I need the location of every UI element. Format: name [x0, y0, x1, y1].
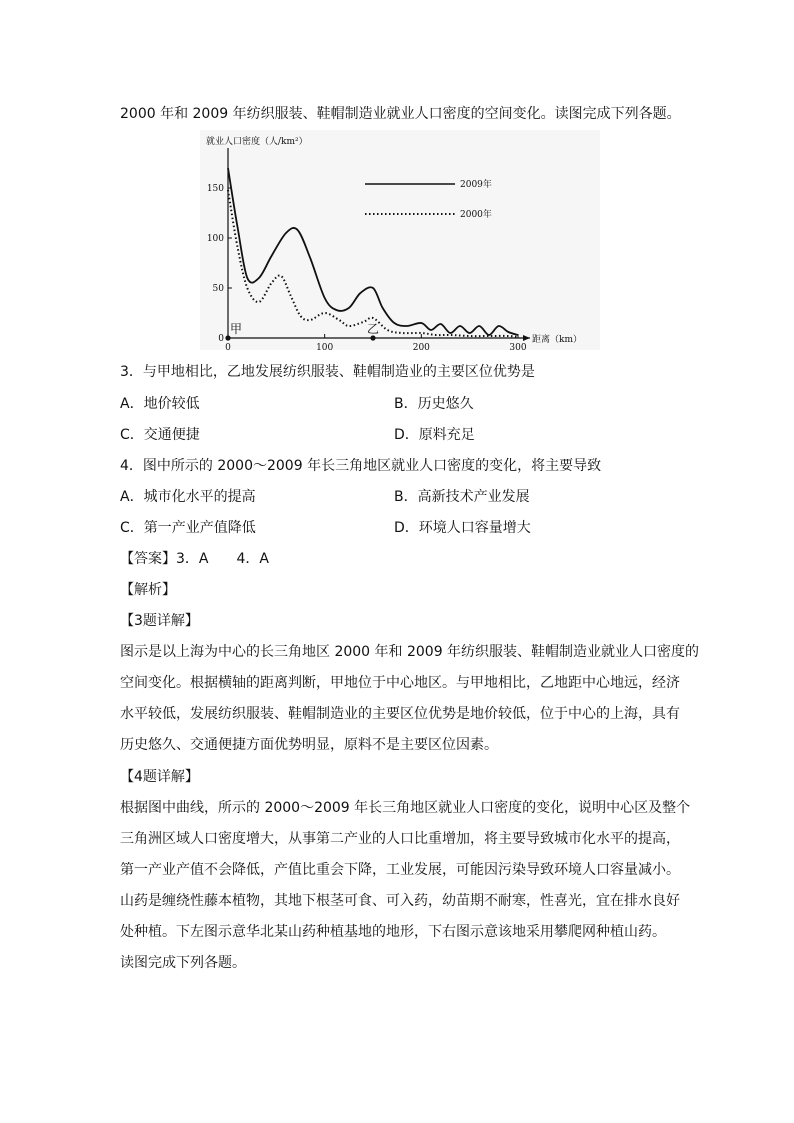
x-tick-label: 0 [225, 343, 231, 350]
q3-detail-line: 水平较低，发展纺织服装、鞋帽制造业的主要区位优势是地价较低，位于中心的上海，具有 [120, 706, 680, 722]
point-marker [370, 335, 375, 340]
y-tick-label: 150 [206, 184, 224, 194]
point-marker [225, 335, 230, 340]
x-axis-arrow [523, 335, 530, 341]
answer-line: 【答案】3．A 4．A [120, 551, 269, 567]
q3-option-a[interactable]: A．地价较低 [120, 396, 200, 412]
q3-option-d[interactable]: D．原料充足 [394, 427, 475, 443]
y-tick-label: 0 [218, 334, 224, 344]
q3-option-b[interactable]: B．历史悠久 [394, 396, 474, 412]
y-tick-label: 50 [212, 284, 224, 294]
q3-detail-paragraph [120, 637, 700, 761]
q4-detail-line: 三角洲区域人口密度增大，从事第二产业的人口比重增加，将主要导致城市化水平的提高， [120, 831, 680, 847]
q4-detail-label: 【4题详解】 [120, 769, 199, 785]
q4-detail-line: 读图完成下列各题。 [120, 955, 246, 971]
q4-option-c[interactable]: C．第一产业产值降低 [120, 520, 256, 536]
chart-ylabel: 就业人口密度（人/km²） [206, 137, 308, 147]
q4-detail-line: 处种植。下左图示意华北某山药种植基地的地形，下右图示意该地采用攀爬网种植山药。 [120, 924, 666, 940]
q4-detail-paragraph [120, 793, 691, 979]
point-label: 甲 [230, 322, 243, 336]
point-label: 乙 [367, 322, 380, 336]
q4-option-a[interactable]: A．城市化水平的提高 [120, 489, 256, 505]
q3-detail-line: 历史悠久、交通便捷方面优势明显，原料不是主要区位因素。 [120, 737, 498, 753]
q4-detail-line: 根据图中曲线，所示的 2000～2009 年长三角地区就业人口密度的变化，说明中心区及整个 [120, 800, 691, 816]
q4-option-b[interactable]: B．高新技术产业发展 [394, 489, 530, 505]
x-tick-label: 200 [412, 343, 430, 350]
q3-option-c[interactable]: C．交通便捷 [120, 427, 200, 443]
q3-detail-line: 图示是以上海为中心的长三角地区 2000 年和 2009 年纺织服装、鞋帽制造业就业人口密度的 [120, 644, 700, 660]
series-line-2009年 [228, 168, 518, 335]
q4-option-d[interactable]: D．环境人口容量增大 [394, 520, 531, 536]
q4-detail-line: 第一产业产值不会降低，产值比重会下降，工业发展，可能因污染导致环境人口容量减小。 [120, 862, 680, 878]
analysis-label: 【解析】 [120, 582, 176, 598]
chart-svg [200, 130, 600, 350]
intro-text: 2000 年和 2009 年纺织服装、鞋帽制造业就业人口密度的空间变化。读图完成下列各题。 [120, 106, 681, 122]
y-tick-label: 100 [206, 234, 224, 244]
q4-detail-line: 山药是缠绕性藤本植物，其地下根茎可食、可入药，幼苗期不耐寒，性喜光，宜在排水良好 [120, 893, 680, 909]
employment-density-chart [200, 130, 600, 350]
legend-label: 2000年 [460, 210, 492, 220]
q3-detail-label: 【3题详解】 [120, 613, 199, 629]
x-tick-label: 100 [316, 343, 334, 350]
x-tick-label: 300 [509, 343, 527, 350]
legend-label: 2009年 [460, 180, 492, 190]
q4-stem: 4．图中所示的 2000～2009 年长三角地区就业人口密度的变化，将主要导致 [120, 458, 602, 474]
q3-stem: 3．与甲地相比，乙地发展纺织服装、鞋帽制造业的主要区位优势是 [120, 364, 535, 380]
q3-detail-line: 空间变化。根据横轴的距离判断，甲地位于中心地区。与甲地相比，乙地距中心地远，经济 [120, 675, 680, 691]
chart-xlabel: 距离（km） [532, 335, 582, 345]
